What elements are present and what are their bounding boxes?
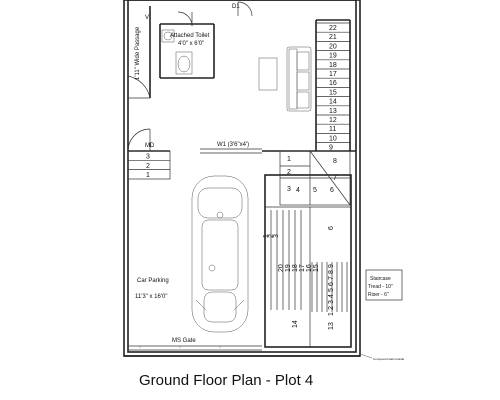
lower-left-flight bbox=[263, 210, 320, 328]
step-label: 22 bbox=[329, 25, 337, 32]
step-label: 8 bbox=[333, 158, 337, 165]
staircase-note-riser: Riser - 6" bbox=[368, 292, 389, 298]
step-label: 9 bbox=[329, 144, 333, 152]
step-label: 21 bbox=[329, 34, 337, 42]
step-label: 10 bbox=[329, 135, 337, 143]
step-label: 11 bbox=[329, 126, 337, 134]
staircase-note-title: Staircase bbox=[370, 276, 391, 282]
step-label: 4 bbox=[328, 294, 335, 298]
step-label: 2 bbox=[328, 306, 335, 310]
step-label: 4 bbox=[296, 187, 300, 194]
passage-label: 1'11" Wide Passage bbox=[135, 26, 141, 80]
parking-name: Car Parking bbox=[137, 278, 169, 284]
step-label: 15 bbox=[329, 89, 337, 97]
step-label: 1 bbox=[263, 234, 270, 238]
step-label: 5 bbox=[328, 288, 335, 292]
step-label: 20 bbox=[278, 264, 285, 272]
step-label: 16 bbox=[329, 80, 337, 88]
step-label: 3 bbox=[146, 153, 150, 161]
step-label: 12 bbox=[329, 117, 337, 124]
step-label: 1 bbox=[328, 312, 335, 316]
step-label: 17 bbox=[299, 264, 306, 272]
plan-title: Ground Floor Plan - Plot 4 bbox=[139, 372, 314, 389]
step-label: 2 bbox=[146, 162, 150, 170]
step-label: 17 bbox=[329, 71, 337, 78]
step-label: 19 bbox=[285, 264, 292, 272]
step-label: 1 bbox=[287, 156, 291, 163]
gate-tag: MS Gate bbox=[172, 338, 196, 344]
ms-gate bbox=[128, 346, 262, 350]
step-label: 18 bbox=[292, 264, 299, 272]
window-w1 bbox=[200, 149, 262, 153]
sofa bbox=[287, 47, 311, 111]
car-parking-car bbox=[192, 176, 248, 332]
step-label: 7 bbox=[328, 276, 335, 280]
step-label: 5 bbox=[313, 187, 317, 194]
step-label: 1 bbox=[146, 172, 150, 180]
landing-steps bbox=[128, 151, 170, 179]
window-w1-tag: W1 (3'6"x4') bbox=[217, 142, 250, 148]
toilet-size: 4'0" x 6'0" bbox=[178, 41, 205, 47]
door-d1-tag: D1 bbox=[232, 4, 240, 10]
wall-note-text: Compound wall outside bbox=[373, 357, 405, 361]
step-label: 6 bbox=[330, 187, 334, 194]
step-label: 19 bbox=[329, 52, 337, 60]
lower-right-flight bbox=[312, 226, 347, 330]
step-label: 6 bbox=[328, 282, 335, 286]
upper-flight bbox=[316, 23, 350, 152]
step-label: 2 bbox=[287, 169, 291, 176]
step-label: 9 bbox=[328, 264, 335, 268]
coffee-table bbox=[259, 58, 277, 90]
step-label: 20 bbox=[329, 43, 337, 51]
staircase-note-tread: Tread - 10" bbox=[368, 284, 393, 290]
step-label: 3 bbox=[328, 300, 335, 304]
toilet-name: Attached Toilet bbox=[170, 33, 210, 39]
step-label: 14 bbox=[329, 98, 337, 106]
main-door-tag: MD bbox=[145, 143, 155, 149]
step-label: 3 bbox=[287, 186, 291, 193]
step-label: 2 bbox=[268, 234, 275, 238]
step-label: 18 bbox=[329, 61, 337, 69]
parking-size: 11'3" x 16'0" bbox=[135, 294, 168, 300]
step-label: 8 bbox=[328, 270, 335, 274]
wall-note bbox=[360, 354, 405, 361]
step-label: 13 bbox=[328, 322, 335, 330]
step-label: 16 bbox=[306, 264, 313, 272]
step-label: 14 bbox=[292, 320, 299, 328]
winder-steps bbox=[280, 151, 350, 205]
step-label: 6 bbox=[328, 226, 335, 230]
ventilator-tag: V bbox=[145, 15, 150, 21]
step-label: 15 bbox=[313, 264, 320, 272]
step-label: 7 bbox=[333, 175, 337, 182]
step-label: 13 bbox=[329, 107, 337, 115]
staircase-note bbox=[366, 270, 402, 300]
step-label: 3 bbox=[273, 234, 280, 238]
